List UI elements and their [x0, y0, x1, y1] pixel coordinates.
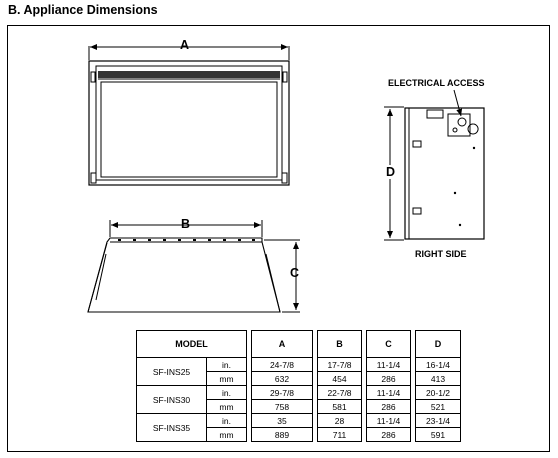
value-a-cell: 632 — [252, 372, 313, 386]
value-d-cell: 591 — [416, 428, 461, 442]
unit-cell: in. — [207, 386, 247, 400]
value-a-cell: 29-7/8 — [252, 386, 313, 400]
header-a: A — [252, 331, 313, 358]
right-side-label: RIGHT SIDE — [415, 249, 467, 259]
value-a-cell: 24-7/8 — [252, 358, 313, 372]
dimension-d-label: D — [386, 165, 396, 179]
header-b: B — [318, 331, 362, 358]
table-row — [137, 414, 461, 428]
section-heading: B. Appliance Dimensions — [8, 3, 158, 17]
model-name-cell: SF-INS30 — [137, 386, 207, 414]
model-name-cell: SF-INS25 — [137, 358, 207, 386]
header-d: D — [416, 331, 461, 358]
value-b-cell: 17-7/8 — [318, 358, 362, 372]
value-c-cell: 286 — [367, 372, 411, 386]
right-side-drawing — [384, 90, 484, 240]
value-b-cell: 711 — [318, 428, 362, 442]
value-a-cell: 35 — [252, 414, 313, 428]
value-b-cell: 22-7/8 — [318, 386, 362, 400]
header-c: C — [367, 331, 411, 358]
value-c-cell: 286 — [367, 428, 411, 442]
value-d-cell: 20-1/2 — [416, 386, 461, 400]
unit-cell: in. — [207, 358, 247, 372]
value-b-cell: 581 — [318, 400, 362, 414]
front-view-drawing — [89, 46, 289, 185]
table-header-row — [137, 331, 461, 358]
value-b-cell: 454 — [318, 372, 362, 386]
unit-cell: mm — [207, 428, 247, 442]
value-d-cell: 413 — [416, 372, 461, 386]
dimension-a-label: A — [180, 38, 190, 52]
value-b-cell: 28 — [318, 414, 362, 428]
value-a-cell: 889 — [252, 428, 313, 442]
value-a-cell: 758 — [252, 400, 313, 414]
value-d-cell: 23-1/4 — [416, 414, 461, 428]
header-model: MODEL — [137, 331, 247, 358]
model-name-cell: SF-INS35 — [137, 414, 207, 442]
value-d-cell: 521 — [416, 400, 461, 414]
dimensions-table — [136, 330, 461, 442]
unit-cell: mm — [207, 372, 247, 386]
value-c-cell: 11-1/4 — [367, 386, 411, 400]
value-c-cell: 11-1/4 — [367, 414, 411, 428]
value-c-cell: 11-1/4 — [367, 358, 411, 372]
value-c-cell: 286 — [367, 400, 411, 414]
dimension-b-label: B — [181, 217, 191, 231]
unit-cell: mm — [207, 400, 247, 414]
top-view-drawing — [88, 220, 300, 312]
value-d-cell: 16-1/4 — [416, 358, 461, 372]
table-row — [137, 386, 461, 400]
dimension-c-label: C — [290, 266, 300, 280]
unit-cell: in. — [207, 414, 247, 428]
table-row — [137, 358, 461, 372]
electrical-access-label: ELECTRICAL ACCESS — [388, 78, 485, 88]
